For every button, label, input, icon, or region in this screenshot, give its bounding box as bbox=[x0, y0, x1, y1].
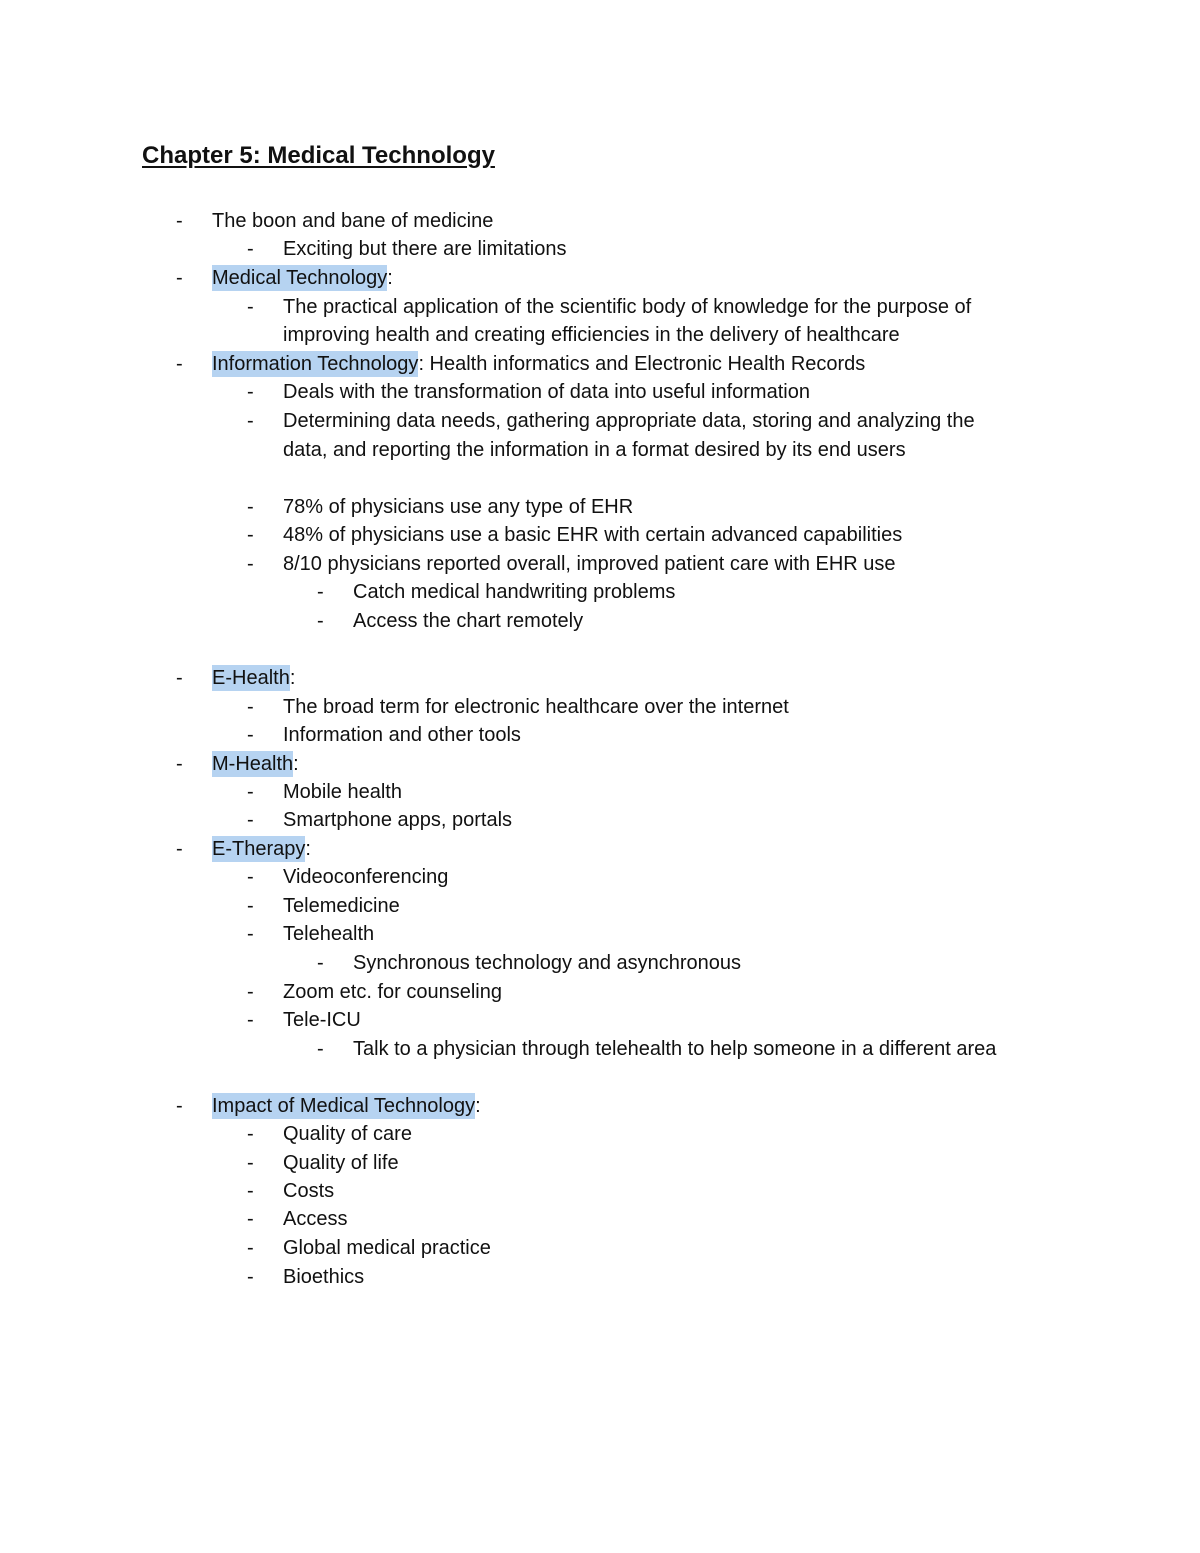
bullet-dash: - bbox=[247, 724, 254, 746]
list-item-level-2 bbox=[283, 293, 971, 321]
list-item-level-2 bbox=[283, 550, 896, 578]
bullet-dash: - bbox=[247, 1266, 254, 1288]
bullet-dash: - bbox=[247, 410, 254, 432]
list-item-level-2 bbox=[283, 1177, 334, 1205]
list-item-level-2 bbox=[283, 892, 400, 920]
bullet-dash: - bbox=[247, 553, 254, 575]
bullet-dash: - bbox=[247, 381, 254, 403]
bullet-dash: - bbox=[247, 524, 254, 546]
list-item-text: Mobile health bbox=[283, 781, 402, 803]
list-item-level-2 bbox=[283, 493, 633, 521]
list-item-text: 8/10 physicians reported overall, improved patient care with EHR use bbox=[283, 553, 896, 575]
list-item-level-1 bbox=[212, 264, 393, 292]
list-item-level-1 bbox=[212, 664, 295, 692]
highlighted-term: Impact of Medical Technology bbox=[212, 1095, 476, 1117]
list-item-text: Telemedicine bbox=[283, 895, 400, 917]
highlighted-term: Information Technology bbox=[212, 353, 419, 375]
list-item-text: Telehealth bbox=[283, 923, 375, 945]
highlighted-term: E-Health bbox=[212, 667, 290, 689]
bullet-dash: - bbox=[176, 667, 183, 689]
list-item-level-2 bbox=[283, 521, 902, 549]
bullet-dash: - bbox=[176, 267, 183, 289]
list-item-text: data, and reporting the information in a format desired by its end users bbox=[283, 439, 906, 461]
list-item-text: 78% of physicians use any type of EHR bbox=[283, 496, 634, 518]
highlighted-term: M-Health bbox=[212, 753, 294, 775]
list-item-text: Zoom etc. for counseling bbox=[283, 981, 502, 1003]
list-item-text: The boon and bane of medicine bbox=[212, 210, 494, 232]
list-item-text: improving health and creating efficiencies in the delivery of healthcare bbox=[283, 324, 900, 346]
list-item-text: Determining data needs, gathering appropriate data, storing and analyzing the bbox=[283, 410, 975, 432]
list-item-text: Costs bbox=[283, 1180, 335, 1202]
list-item-level-2 bbox=[283, 1149, 399, 1177]
bullet-dash: - bbox=[247, 866, 254, 888]
bullet-dash: - bbox=[317, 610, 324, 632]
list-item-level-2 bbox=[283, 235, 566, 263]
list-item-text: Catch medical handwriting problems bbox=[353, 581, 676, 603]
list-item-level-2 bbox=[283, 806, 512, 834]
bullet-dash: - bbox=[317, 581, 324, 603]
list-item-text: Exciting but there are limitations bbox=[283, 238, 567, 260]
list-item-level-2 bbox=[283, 1120, 412, 1148]
list-item-level-2 bbox=[283, 1263, 364, 1291]
bullet-dash: - bbox=[247, 1180, 254, 1202]
bullet-dash: - bbox=[247, 296, 254, 318]
bullet-dash: - bbox=[247, 238, 254, 260]
bullet-dash: - bbox=[247, 696, 254, 718]
list-item-level-1 bbox=[212, 1092, 481, 1120]
list-item-level-1 bbox=[212, 350, 865, 378]
list-item-text: Videoconferencing bbox=[283, 866, 449, 888]
list-item-text: Quality of life bbox=[283, 1152, 399, 1174]
bullet-dash: - bbox=[247, 496, 254, 518]
list-item-text: The practical application of the scientific body of knowledge for the purpose of bbox=[283, 296, 972, 318]
list-item-text: : bbox=[289, 667, 296, 689]
list-item-text: : bbox=[475, 1095, 481, 1117]
bullet-dash: - bbox=[317, 1038, 324, 1060]
list-item-level-2 bbox=[283, 1006, 361, 1034]
list-item-text: : bbox=[387, 267, 393, 289]
list-item-text: Talk to a physician through telehealth to help someone in a different area bbox=[353, 1038, 997, 1060]
list-item-text: : bbox=[305, 838, 311, 860]
list-item-text: : Health informatics and Electronic Health Records bbox=[418, 353, 866, 375]
bullet-dash: - bbox=[176, 353, 183, 375]
list-item-text: Bioethics bbox=[283, 1266, 365, 1288]
list-item-text: The broad term for electronic healthcare over the internet bbox=[283, 696, 789, 718]
list-item-level-2 bbox=[283, 920, 374, 948]
list-item-level-1 bbox=[212, 835, 311, 863]
list-item-level-3 bbox=[353, 578, 675, 606]
page-title: Chapter 5: Medical Technology bbox=[142, 142, 495, 169]
list-item-continuation bbox=[283, 436, 906, 464]
list-item-level-2 bbox=[283, 1234, 491, 1262]
list-item-level-2 bbox=[283, 778, 402, 806]
list-item-text: Information and other tools bbox=[283, 724, 521, 746]
list-item-text: 48% of physicians use a basic EHR with certain advanced capabilities bbox=[283, 524, 903, 546]
bullet-dash: - bbox=[176, 753, 183, 775]
list-item-text: Quality of care bbox=[283, 1123, 412, 1145]
list-item-level-2 bbox=[283, 407, 975, 435]
list-item-text: Smartphone apps, portals bbox=[283, 809, 513, 831]
bullet-dash: - bbox=[247, 981, 254, 1003]
list-item-level-3 bbox=[353, 607, 583, 635]
bullet-dash: - bbox=[247, 809, 254, 831]
bullet-dash: - bbox=[247, 1123, 254, 1145]
bullet-dash: - bbox=[176, 838, 183, 860]
list-item-text: Access the chart remotely bbox=[353, 610, 584, 632]
list-item-continuation bbox=[283, 321, 900, 349]
list-item-level-2 bbox=[283, 1205, 347, 1233]
list-item-text: Global medical practice bbox=[283, 1237, 491, 1259]
list-item-text: Synchronous technology and asynchronous bbox=[353, 952, 742, 974]
bullet-dash: - bbox=[247, 1208, 254, 1230]
bullet-dash: - bbox=[247, 1152, 254, 1174]
list-item-text: Tele-ICU bbox=[283, 1009, 361, 1031]
list-item-text: Access bbox=[283, 1208, 348, 1230]
bullet-dash: - bbox=[317, 952, 324, 974]
list-item-text: : bbox=[293, 753, 299, 775]
bullet-dash: - bbox=[247, 1009, 254, 1031]
list-item-level-3 bbox=[353, 1035, 996, 1063]
bullet-dash: - bbox=[247, 923, 254, 945]
bullet-dash: - bbox=[176, 210, 183, 232]
list-item-level-3 bbox=[353, 949, 741, 977]
bullet-dash: - bbox=[247, 1237, 254, 1259]
bullet-dash: - bbox=[176, 1095, 183, 1117]
bullet-dash: - bbox=[247, 895, 254, 917]
list-item-level-1 bbox=[212, 207, 493, 235]
bullet-dash: - bbox=[247, 781, 254, 803]
list-item-level-2 bbox=[283, 721, 521, 749]
list-item-level-2 bbox=[283, 978, 502, 1006]
list-item-text: Deals with the transformation of data into useful information bbox=[283, 381, 810, 403]
highlighted-term: Medical Technology bbox=[212, 267, 388, 289]
highlighted-term: E-Therapy bbox=[212, 838, 306, 860]
list-item-level-2 bbox=[283, 378, 810, 406]
list-item-level-2 bbox=[283, 693, 789, 721]
list-item-level-2 bbox=[283, 863, 448, 891]
list-item-level-1 bbox=[212, 750, 299, 778]
